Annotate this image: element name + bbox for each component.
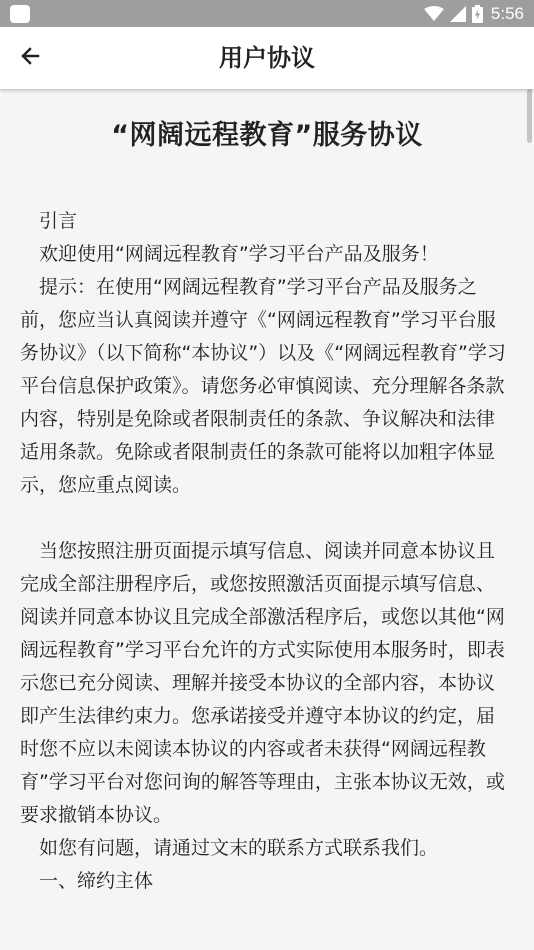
paragraph-spacer	[20, 502, 508, 535]
app-bar	[0, 27, 534, 89]
section-heading-parties: 一、缔约主体	[39, 870, 154, 892]
paragraph-welcome: 欢迎使用“网阔远程教育”学习平台产品及服务！	[39, 243, 439, 265]
paragraph-acceptance: 当您按照注册页面提示填写信息、阅读并同意本协议且完成全部注册程序后，或您按照激活页面提示填写信息、阅读并同意本协议且完成全部激活程序后，或您以其他“网阔远程教育”学习平台允许的方式实际使用本服务时，即表示您已充分阅读、理解并接受本协议的全部内容，本协议即产生法律约束力。您承诺接受并遵守本协议的约定，届时您不应以未阅读本协议的内容或者未获得“网阔远程教育”学习平台对您问询的解答等理由，主张本协议无效，或要求撤销本协议。	[20, 540, 505, 826]
paragraph-intro-heading: 引言	[39, 210, 78, 232]
document-title: “网阔远程教育”服务协议	[111, 120, 423, 151]
paragraph-contact: 如您有问题，请通过文末的联系方式联系我们。	[39, 837, 439, 859]
paragraph-notice: 提示：在使用“网阔远程教育”学习平台产品及服务之前，您应当认真阅读并遵守《“网阔远程教育”学习平台服务协议》（以下简称“本协议”）以及《“网阔远程教育”学习平台信息保护政策》。请您务必审慎阅读、充分理解各条款内容，特别是免除或者限制责任的条款、争议解决和法律适用条款。免除或者限制责任的条款可能将以加粗字体显示，您应重点阅读。	[20, 276, 506, 496]
status-time: 5:56	[490, 3, 524, 23]
document-body	[20, 205, 508, 898]
status-left	[10, 5, 424, 23]
agreement-content[interactable]	[0, 89, 534, 950]
notification-icon	[10, 5, 30, 23]
status-right	[424, 4, 524, 24]
signal-icon	[450, 6, 466, 22]
battery-icon	[472, 5, 483, 23]
status-bar	[0, 0, 534, 27]
wifi-icon	[424, 6, 444, 22]
page-title: 用户协议	[219, 44, 315, 72]
